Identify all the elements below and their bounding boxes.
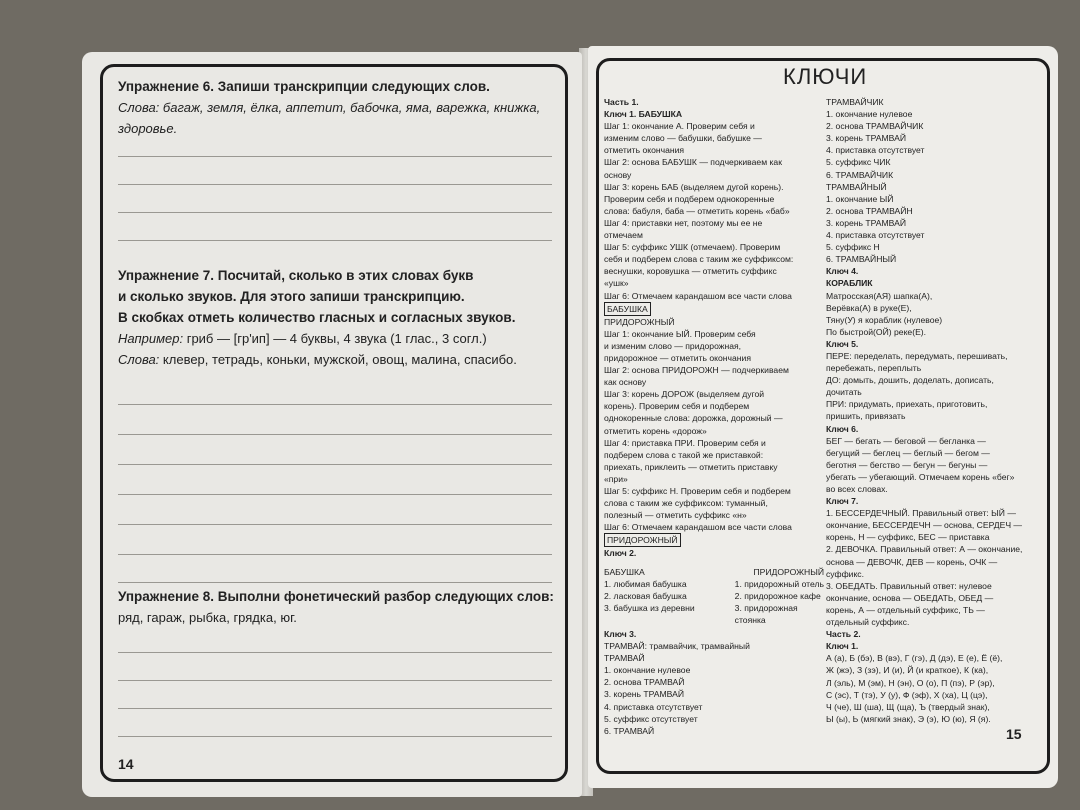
answer-line-text: корень, А — отдельный суффикс, ТЬ —	[826, 604, 985, 615]
answer-line-text: Шаг 1: окончание А. Проверим себя и	[604, 121, 755, 132]
answer-line-text: ДО: домыть, дошить, доделать, дописать,	[826, 375, 994, 386]
answer-line-text: окончание, основа — ОБЕДАТЬ, ОБЕД —	[826, 592, 994, 603]
answer-line-text: 2. придорожное кафе	[734, 591, 821, 601]
answer-line-text: ПРИДОРОЖНЫЙ	[604, 533, 681, 547]
answer-line-text: отметить корень «дорож»	[604, 425, 707, 436]
answer-line-text: слова: бабуля, баба — отметить корень «баб»	[604, 205, 790, 216]
left-page-frame	[100, 64, 568, 782]
words-label: Слова:	[118, 100, 160, 115]
answer-line-text: Ж (жэ), З (зэ), И (и), Й (и краткое), К (ка),	[826, 665, 989, 676]
answer-line-text: С (эс), Т (тэ), У (у), Ф (эф), Х (ха), Ц (цэ),	[826, 689, 988, 700]
answer-line-text: основа — ДЕВОЧК, ДЕВ — корень, ОЧК —	[826, 556, 998, 567]
answer-line-text: Шаг 2: основа ПРИДОРОЖН — подчеркиваем	[604, 365, 789, 376]
words-list: багаж, земля, ёлка, аппетит, бабочка, яма, варежка, книжка, здоровье.	[118, 100, 541, 136]
exercise-7-title: Упражнение 7. Посчитай, сколько в этих словах букв	[118, 268, 474, 283]
answer-line-text: ТРАМВАЙНЫЙ	[826, 181, 887, 192]
key-2-right-list	[735, 578, 824, 626]
answer-line-text: 1. БЕССЕРДЕЧНЫЙ. Правильный ответ: ЫЙ —	[826, 508, 1016, 519]
answer-line-text: дочитать	[826, 387, 862, 398]
answers-column-2	[826, 96, 1041, 725]
answer-line-text: корень, Н — суффикс, БЕС — приставка	[826, 532, 990, 543]
answer-line-text: 1. придорожный отель	[734, 579, 824, 589]
right-page	[588, 46, 1058, 788]
key-2-left-list	[604, 578, 695, 626]
answer-line-text: придорожное — отметить окончания	[604, 352, 751, 363]
answer-line-text: 2. основа ТРАМВАЙ	[604, 677, 685, 688]
exercise-6	[118, 76, 568, 139]
page-number: 15	[1006, 726, 1022, 742]
answer-line-text: слова с таким же суффиксом: туманный,	[604, 498, 768, 509]
keys-title: КЛЮЧИ	[783, 64, 868, 89]
answer-line-text: Часть 2.	[826, 629, 861, 640]
exercise-8-words: ряд, гараж, рыбка, грядка, юг.	[118, 610, 297, 625]
answer-line-text: 3. корень ТРАМВАЙ	[826, 217, 907, 228]
answer-line-text: Л (эль), М (эм), Н (эн), О (о), П (пэ), Р (эр),	[826, 677, 995, 688]
key-2-table	[604, 566, 824, 626]
page-number: 14	[118, 756, 134, 772]
answer-line-text: Ключ 4.	[826, 266, 859, 277]
answer-line-text: 1. любимая бабушка	[604, 579, 687, 589]
answer-line-text: КОРАБЛИК	[826, 278, 873, 289]
exercise-6-words	[118, 97, 568, 139]
answer-line	[118, 464, 552, 465]
example-text: гриб — [гр'ип] — 4 буквы, 4 звука (1 глас., 3 согл.)	[186, 331, 487, 346]
answer-line-text: Шаг 6: Отмечаем карандашом все части слова	[604, 522, 792, 533]
answer-line-text: 5. суффикс Н	[826, 242, 880, 253]
exercise-7-words	[118, 349, 568, 370]
answer-line-text: 6. ТРАМВАЙ	[604, 725, 655, 736]
answer-line-text: однокоренные слова: дорожка, дорожный —	[604, 413, 783, 424]
exercise-7	[118, 265, 568, 370]
words-label: Слова:	[118, 352, 160, 367]
answer-line-text: «при»	[604, 473, 628, 484]
answer-line	[118, 554, 552, 555]
answer-line-text: ПРИДОРОЖНЫЙ	[604, 316, 675, 327]
answer-line	[118, 404, 552, 405]
answer-line-text: корень). Проверим себя и подберем	[604, 401, 750, 412]
exercise-6-title: Упражнение 6. Запиши транскрипции следующих слов.	[118, 79, 490, 94]
answer-line-text: 6. ТРАМВАЙНЫЙ	[826, 254, 897, 265]
answer-line-text: подберем слова с такой же приставкой:	[604, 449, 764, 460]
example-label: Например:	[118, 331, 184, 346]
answer-line	[118, 212, 552, 213]
answer-line-text: ТРАМВАЙ	[604, 653, 645, 664]
answer-line	[118, 494, 552, 495]
answer-line-text: ТРАМВАЙЧИК	[826, 97, 884, 107]
exercise-7-example	[118, 328, 568, 349]
answer-line-text: 6. ТРАМВАЙЧИК	[826, 169, 894, 180]
answer-line-text: и изменим слово — придорожная,	[604, 340, 742, 351]
answer-line-text: 5. суффикс ЧИК	[826, 157, 891, 168]
answer-line-text: Шаг 5: суффикс УШК (отмечаем). Проверим	[604, 242, 781, 253]
answer-line	[118, 708, 552, 709]
answers-column-1	[604, 96, 824, 560]
answer-line-text: ПЕРЕ: переделать, передумать, перешивать,	[826, 350, 1008, 361]
answer-line-text: А (а), Б (бэ), В (вэ), Г (гэ), Д (дэ), Е (е), Ё (ё),	[826, 653, 1003, 664]
answer-line-text: По быстрой(ОЙ) реке(Е).	[826, 326, 927, 337]
answer-line	[118, 582, 552, 583]
answer-line-text: 4. приставка отсутствует	[604, 701, 703, 712]
answer-line-text: 2. основа ТРАМВАЙН	[826, 205, 913, 216]
answer-line-text: Верёвка(А) в руке(Е),	[826, 302, 912, 313]
answer-line-text: Ключ 7.	[826, 496, 859, 507]
answer-line-text: 1. окончание нулевое	[826, 109, 913, 120]
answer-line-text: БЕГ — бегать — беговой — бегланка —	[826, 435, 986, 446]
exercise-8	[118, 586, 568, 628]
answer-line-text: ПРИ: придумать, приехать, приготовить,	[826, 399, 988, 410]
answer-line-text: бегущий — беглец — беглый — бегом —	[826, 447, 990, 458]
exercise-8-title: Упражнение 8. Выполни фонетический разбор следующих слов:	[118, 589, 554, 604]
answer-line-text: беготня — бегство — бегун — бегуны —	[826, 459, 988, 470]
exercise-7-title: и сколько звуков. Для этого запиши транскрипцию.	[118, 289, 465, 304]
answer-line-text: Ключ 2.	[604, 548, 637, 559]
answer-line-text: приехать, приклеить — отметить приставку	[604, 461, 778, 472]
answer-line-text: Проверим себя и подберем однокоренные	[604, 193, 775, 204]
answer-line-text: себя и подберем слова с таким же суффиксом:	[604, 254, 794, 265]
answer-line-text: окончание, БЕССЕРДЕЧН — основа, СЕРДЕЧ —	[826, 520, 1023, 531]
answer-line-text: 2. ласковая бабушка	[604, 591, 687, 601]
answer-line-text: Ключ 1. БАБУШКА	[604, 109, 683, 120]
answer-line-text: стоянка	[734, 615, 766, 625]
answer-line	[118, 680, 552, 681]
answer-line-text: Ч (че), Ш (ша), Щ (ща), Ъ (твердый знак),	[826, 701, 990, 712]
answer-line-text: Ключ 3.	[604, 629, 637, 639]
answer-line-text: Ключ 6.	[826, 423, 859, 434]
answer-line-text: пришить, привязать	[826, 411, 906, 422]
answer-line-text: 2. ДЕВОЧКА. Правильный ответ: А — окончание,	[826, 544, 1023, 555]
answer-line-text: 3. корень ТРАМВАЙ	[604, 689, 685, 700]
answer-line-text: 2. основа ТРАМВАЙЧИК	[826, 121, 924, 132]
answer-line-text: 3. бабушка из деревни	[604, 603, 695, 613]
answer-line-text: перебежать, переплыть	[826, 363, 922, 374]
answer-line-text: 3. ОБЕДАТЬ. Правильный ответ: нулевое	[826, 580, 992, 591]
answer-line-text: «ушк»	[604, 278, 629, 289]
key-2-head-right: ПРИДОРОЖНЫЙ	[753, 567, 824, 577]
exercise-7-title: В скобках отметь количество гласных и согласных звуков.	[118, 310, 516, 325]
answer-line-text: Шаг 5: суффикс Н. Проверим себя и подберем	[604, 486, 791, 496]
answer-line-text: отмечаем	[604, 230, 643, 241]
answer-line-text: как основу	[604, 377, 647, 388]
answer-line-text: БАБУШКА	[604, 302, 651, 316]
answer-line-text: 1. окончание ЫЙ	[826, 193, 894, 204]
words-list: клевер, тетрадь, коньки, мужской, овощ, малина, спасибо.	[162, 352, 517, 367]
answer-line-text: Шаг 6: Отмечаем карандашом все части слова	[604, 290, 792, 301]
answer-line-text: Часть 1.	[604, 97, 639, 107]
answer-line-text: отметить окончания	[604, 145, 685, 156]
answer-line	[118, 434, 552, 435]
answer-line	[118, 524, 552, 525]
answer-line-text: 5. суффикс отсутствует	[604, 713, 698, 724]
key-2-head-left: БАБУШКА	[604, 567, 645, 577]
answer-line-text: Шаг 1: окончание ЫЙ. Проверим себя	[604, 328, 756, 339]
answer-line-text: Ключ 1.	[826, 641, 859, 652]
answer-line-text: суффикс.	[826, 568, 864, 579]
answer-line-text: веснушки, коровушка — отметить суффикс	[604, 266, 777, 277]
answer-line-text: Ключ 5.	[826, 338, 859, 349]
answer-line-text: ТРАМВАЙ: трамвайчик, трамвайный	[604, 641, 750, 652]
answer-line	[118, 240, 552, 241]
answer-line	[118, 156, 552, 157]
answer-line-text: полезный — отметить суффикс «н»	[604, 510, 747, 521]
answer-line-text: убегать — убегающий. Отмечаем корень «бег»	[826, 471, 1015, 482]
answer-line-text: Шаг 4: приставка ПРИ. Проверим себя и	[604, 437, 766, 448]
answer-line-text: 4. приставка отсутствует	[826, 230, 925, 241]
answer-line-text: отдельный суффикс.	[826, 617, 910, 628]
answer-line	[118, 184, 552, 185]
answer-line-text: Шаг 3: корень БАБ (выделяем дугой корень).	[604, 181, 784, 192]
answer-line-text: Ы (ы), Ь (мягкий знак), Э (э), Ю (ю), Я (я).	[826, 713, 991, 724]
answer-line-text: изменим слово — бабушки, бабушке —	[604, 133, 762, 144]
answer-line-text: 4. приставка отсутствует	[826, 145, 925, 156]
answer-line-text: во всех словах.	[826, 484, 888, 494]
answer-line-text: Шаг 4: приставки нет, поэтому мы ее не	[604, 217, 763, 228]
answer-line-text: 3. корень ТРАМВАЙ	[826, 133, 907, 144]
answer-line-text: Шаг 2: основа БАБУШК — подчеркиваем как	[604, 157, 782, 168]
answer-line-text: Тяну(У) я кораблик (нулевое)	[826, 314, 943, 325]
answer-line-text: 1. окончание нулевое	[604, 665, 691, 676]
answer-line-text: Матросская(АЯ) шапка(А),	[826, 290, 933, 301]
answer-line-text: 3. придорожная	[734, 603, 798, 613]
key-3	[604, 628, 824, 737]
answer-line	[118, 652, 552, 653]
left-page	[82, 52, 582, 797]
answer-line-text: основу	[604, 169, 632, 180]
answer-line-text: Шаг 3: корень ДОРОЖ (выделяем дугой	[604, 389, 765, 400]
answer-line	[118, 736, 552, 737]
